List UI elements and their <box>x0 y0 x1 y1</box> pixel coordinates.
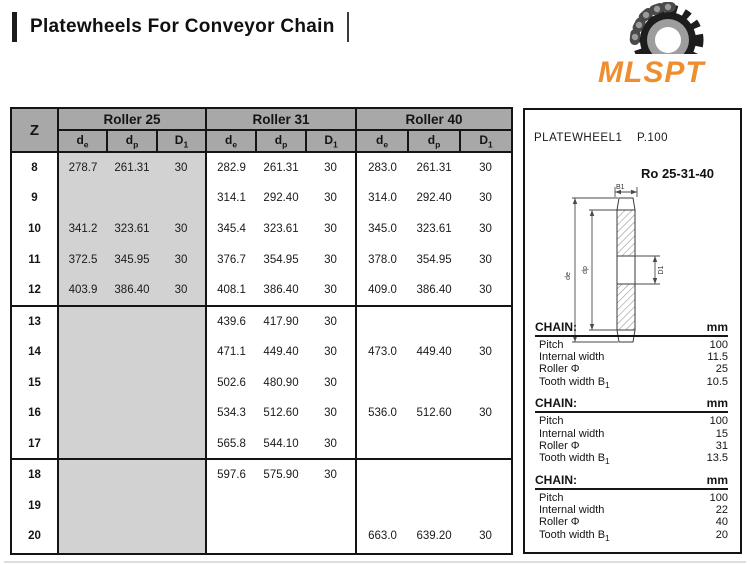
cell-dp: 639.20 <box>416 530 452 543</box>
spec-row <box>535 452 728 467</box>
cell-d1 <box>306 521 356 552</box>
page-ref: P.100 <box>637 132 669 144</box>
cell-dp: 323.61 <box>416 222 452 235</box>
dim-label-d1: D1 <box>658 265 665 275</box>
table-row <box>11 552 512 554</box>
title-left-bar <box>12 12 17 42</box>
cell-d1: 30 <box>479 530 492 543</box>
cell-dp: 345.95 <box>107 244 157 275</box>
cell-z: 19 <box>11 490 58 521</box>
title-right-bar <box>347 12 349 42</box>
cell-de: 663.0 <box>356 521 408 552</box>
cell-de: 378.0 <box>356 244 408 275</box>
cell-dp: 449.40 <box>263 345 299 358</box>
cell-d1 <box>157 183 206 214</box>
cell-dp: 261.31 <box>416 161 452 174</box>
cell-de <box>356 306 408 337</box>
spec-row <box>535 415 728 427</box>
brand-name: MLSPT <box>598 56 705 88</box>
cell-de <box>356 429 408 460</box>
cell-z: 20 <box>11 521 58 552</box>
cell-dp <box>107 521 157 552</box>
cell-d1 <box>157 521 206 552</box>
cell-de: 471.1 <box>206 336 256 367</box>
detail-panel <box>523 108 742 554</box>
cell-z: 18 <box>11 459 58 490</box>
cell-dp: 292.40 <box>416 192 452 205</box>
cell-d1 <box>460 490 512 521</box>
cell-de: 278.7 <box>58 152 107 183</box>
logo-graphic <box>596 0 728 88</box>
table-row <box>11 336 512 367</box>
cell-de <box>58 429 107 460</box>
cell-de <box>58 367 107 398</box>
spec-row <box>535 516 728 528</box>
column-header-z: Z <box>11 108 58 152</box>
spec-label: Tooth width $B_1$ <box>539 452 610 467</box>
cell-z <box>11 552 58 554</box>
model-code: Ro 25-31-40 <box>641 166 714 181</box>
cell-dp <box>408 367 460 398</box>
cell-de <box>58 490 107 521</box>
spec-value: 13.5 <box>706 452 728 465</box>
cell-d1: 30 <box>479 161 492 174</box>
chain-spec-block <box>535 474 728 544</box>
scan-artifact <box>4 561 746 563</box>
cell-dp: 575.90 <box>263 469 299 482</box>
cell-z: 12 <box>11 275 58 306</box>
spec-row <box>535 351 728 363</box>
cell-dp: 261.31 <box>263 161 299 174</box>
cell-d1: 30 <box>324 315 337 328</box>
cell-d1 <box>157 306 206 337</box>
cell-dp <box>408 459 460 490</box>
cell-d1 <box>157 459 206 490</box>
cell-de: 376.7 <box>206 244 256 275</box>
cell-dp: 354.95 <box>263 253 299 266</box>
sub-column-header: $d_e$ <box>58 130 107 152</box>
spec-value: 10.5 <box>706 375 728 388</box>
cell-dp <box>107 306 157 337</box>
table-header <box>11 108 512 152</box>
cell-de: 341.2 <box>58 213 107 244</box>
cell-de <box>58 336 107 367</box>
group-header: Roller 25 <box>58 108 206 130</box>
cell-dp <box>256 490 306 521</box>
cell-d1 <box>460 367 512 398</box>
cell-dp: 386.40 <box>107 275 157 306</box>
cell-dp <box>408 490 460 521</box>
sub-column-header: $d_p$ <box>256 130 306 152</box>
cell-dp: 261.31 <box>107 152 157 183</box>
cell-d1 <box>157 398 206 429</box>
page-header <box>12 12 349 42</box>
cell-dp: 386.40 <box>263 283 299 296</box>
cell-dp <box>107 398 157 429</box>
cell-dp: 354.95 <box>416 253 452 266</box>
table-row <box>11 244 512 275</box>
spec-label: Tooth width $B_1$ <box>539 528 610 543</box>
cell-d1: 30 <box>324 192 337 205</box>
dim-d1 <box>635 256 665 284</box>
cell-de <box>58 552 107 554</box>
spec-row <box>535 529 728 544</box>
table-row <box>11 459 512 490</box>
cell-dp <box>107 459 157 490</box>
spec-label: Roller Φ <box>539 516 580 529</box>
spec-value: 22 <box>715 503 728 516</box>
spec-label: Roller Φ <box>539 363 580 376</box>
cell-z: 16 <box>11 398 58 429</box>
table-row <box>11 183 512 214</box>
spec-label: Internal width <box>539 351 605 364</box>
spec-label: Pitch <box>539 338 564 351</box>
cell-dp <box>408 306 460 337</box>
cell-de <box>58 459 107 490</box>
unit-label: mm <box>706 319 728 334</box>
cell-d1 <box>157 367 206 398</box>
cell-dp: 386.40 <box>416 283 452 296</box>
table-row <box>11 398 512 429</box>
chain-spec-block <box>535 397 728 467</box>
spec-row <box>535 440 728 452</box>
cell-de <box>356 459 408 490</box>
cell-de <box>58 306 107 337</box>
spec-value: 25 <box>715 363 728 376</box>
cell-dp: 323.61 <box>263 222 299 235</box>
cell-z: 14 <box>11 336 58 367</box>
sub-column-header: $d_p$ <box>408 130 460 152</box>
cell-d1: 30 <box>157 213 206 244</box>
sub-column-header: $D_1$ <box>460 130 512 152</box>
cell-dp <box>107 336 157 367</box>
cell-d1: 30 <box>324 469 337 482</box>
table-row <box>11 367 512 398</box>
cell-z: 17 <box>11 429 58 460</box>
cell-de: 409.0 <box>356 275 408 306</box>
table-row <box>11 521 512 552</box>
cell-d1 <box>460 306 512 337</box>
spec-value: 31 <box>715 439 728 452</box>
row-band <box>11 152 512 306</box>
cell-d1 <box>157 552 206 554</box>
spec-value: 100 <box>709 415 728 428</box>
spec-label: Pitch <box>539 491 564 504</box>
cell-d1: 30 <box>324 222 337 235</box>
cell-dp: 449.40 <box>416 345 452 358</box>
platewheel-spec-table <box>10 107 513 555</box>
cell-de: 597.6 <box>206 459 256 490</box>
cell-dp: 512.60 <box>416 407 452 420</box>
cell-d1: 30 <box>479 192 492 205</box>
chain-spec-block <box>535 321 728 391</box>
cell-de: 314.0 <box>356 183 408 214</box>
cell-dp <box>256 552 306 554</box>
spec-row <box>535 504 728 516</box>
table-row <box>11 275 512 306</box>
cell-de: 502.6 <box>206 367 256 398</box>
dim-label-dp: dp <box>582 266 589 274</box>
spec-value: 20 <box>715 528 728 541</box>
chain-rows <box>535 339 728 391</box>
sub-column-header: $D_1$ <box>306 130 356 152</box>
table-row <box>11 213 512 244</box>
chain-header <box>535 321 728 337</box>
cell-de: 408.1 <box>206 275 256 306</box>
filler-band <box>11 552 512 554</box>
cell-de: 314.1 <box>206 183 256 214</box>
cell-dp: 512.60 <box>263 407 299 420</box>
row-band <box>11 306 512 460</box>
cell-dp <box>408 552 460 554</box>
chain-header <box>535 397 728 413</box>
cell-de: 283.0 <box>356 152 408 183</box>
cell-dp: 544.10 <box>263 437 299 450</box>
cell-d1: 30 <box>479 222 492 235</box>
spec-row <box>535 363 728 375</box>
dim-label-b1: B1 <box>616 184 625 191</box>
chain-label: CHAIN: <box>535 396 577 411</box>
cell-d1: 30 <box>479 283 492 296</box>
chain-label: CHAIN: <box>535 319 577 334</box>
chain-rows <box>535 415 728 467</box>
cell-dp: 417.90 <box>263 315 299 328</box>
cell-z: 11 <box>11 244 58 275</box>
table-row <box>11 306 512 337</box>
cell-z: 9 <box>11 183 58 214</box>
chain-rows <box>535 492 728 544</box>
cell-d1 <box>460 459 512 490</box>
spec-label: Roller Φ <box>539 439 580 452</box>
dim-b1 <box>615 184 637 197</box>
dim-label-de: de <box>565 272 572 280</box>
cell-d1: 30 <box>479 253 492 266</box>
cell-de: 345.4 <box>206 213 256 244</box>
cell-dp <box>107 552 157 554</box>
cell-d1: 30 <box>324 376 337 389</box>
cell-d1: 30 <box>324 407 337 420</box>
cell-de <box>206 552 256 554</box>
spec-label: Internal width <box>539 427 605 440</box>
cell-de <box>58 398 107 429</box>
spec-value: 40 <box>715 516 728 529</box>
cell-d1: 30 <box>324 345 337 358</box>
cell-dp <box>107 183 157 214</box>
cell-de: 345.0 <box>356 213 408 244</box>
cell-de: 372.5 <box>58 244 107 275</box>
spec-row <box>535 339 728 351</box>
unit-label: mm <box>706 472 728 487</box>
cell-d1 <box>460 552 512 554</box>
cell-de: 536.0 <box>356 398 408 429</box>
sub-column-header: $d_e$ <box>356 130 408 152</box>
spec-label: Pitch <box>539 415 564 428</box>
spec-label: Internal width <box>539 503 605 516</box>
cell-de <box>356 552 408 554</box>
spec-value: 100 <box>709 338 728 351</box>
table-row <box>11 490 512 521</box>
chain-header <box>535 474 728 490</box>
group-header: Roller 40 <box>356 108 512 130</box>
spec-value: 11.5 <box>707 351 728 364</box>
cell-de <box>356 490 408 521</box>
chain-label: CHAIN: <box>535 472 577 487</box>
spec-row <box>535 428 728 440</box>
cell-de: 565.8 <box>206 429 256 460</box>
cell-d1: 30 <box>157 275 206 306</box>
table-row <box>11 429 512 460</box>
cell-dp <box>256 521 306 552</box>
brand-logo <box>596 0 728 88</box>
cell-d1 <box>157 336 206 367</box>
spec-row <box>535 492 728 504</box>
cell-d1 <box>306 490 356 521</box>
dim-dp <box>582 210 594 330</box>
panel-title: PLATEWHEEL1 <box>534 132 623 144</box>
cell-de <box>58 521 107 552</box>
cell-d1: 30 <box>479 345 492 358</box>
cell-de <box>206 521 256 552</box>
chain-specs <box>535 321 728 544</box>
cell-de <box>206 490 256 521</box>
spec-value: 15 <box>715 427 728 440</box>
cell-z: 13 <box>11 306 58 337</box>
spec-row <box>535 376 728 391</box>
cell-dp <box>107 429 157 460</box>
cell-d1: 30 <box>157 244 206 275</box>
cell-z: 10 <box>11 213 58 244</box>
spec-label: Tooth width $B_1$ <box>539 375 610 390</box>
cell-d1: 30 <box>157 152 206 183</box>
spec-value: 100 <box>709 491 728 504</box>
cell-d1 <box>157 490 206 521</box>
cell-d1: 30 <box>324 437 337 450</box>
cell-de: 534.3 <box>206 398 256 429</box>
sub-column-header: $d_p$ <box>107 130 157 152</box>
cell-dp <box>408 429 460 460</box>
cell-d1 <box>306 552 356 554</box>
cell-d1 <box>460 429 512 460</box>
unit-label: mm <box>706 396 728 411</box>
cell-dp <box>107 490 157 521</box>
cell-z: 8 <box>11 152 58 183</box>
cell-de: 282.9 <box>206 152 256 183</box>
cell-de <box>58 183 107 214</box>
cell-dp: 292.40 <box>263 192 299 205</box>
cell-d1: 30 <box>324 283 337 296</box>
cell-dp: 323.61 <box>107 213 157 244</box>
page-title: Platewheels For Conveyor Chain <box>30 16 335 37</box>
cell-de <box>356 367 408 398</box>
cell-d1 <box>157 429 206 460</box>
cell-dp <box>107 367 157 398</box>
table-row <box>11 152 512 183</box>
sub-column-header: $d_e$ <box>206 130 256 152</box>
cell-de: 439.6 <box>206 306 256 337</box>
group-header: Roller 31 <box>206 108 356 130</box>
cell-dp: 480.90 <box>263 376 299 389</box>
cell-d1: 30 <box>479 407 492 420</box>
cell-d1: 30 <box>324 253 337 266</box>
cell-z: 15 <box>11 367 58 398</box>
cell-de: 473.0 <box>356 336 408 367</box>
row-band <box>11 459 512 551</box>
cell-d1: 30 <box>324 161 337 174</box>
sub-column-header: $D_1$ <box>157 130 206 152</box>
cell-de: 403.9 <box>58 275 107 306</box>
